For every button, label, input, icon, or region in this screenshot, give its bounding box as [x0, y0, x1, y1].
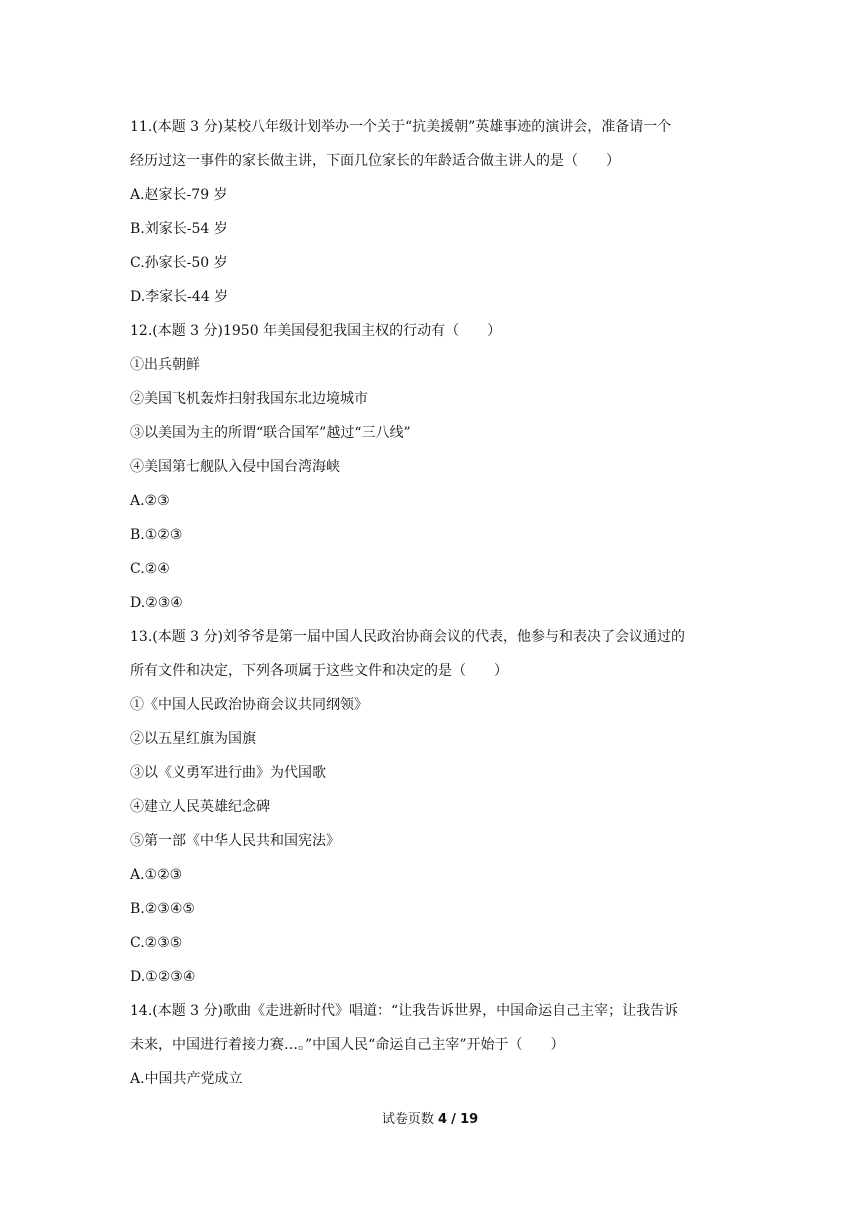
q13-stem-line2: 所有文件和决定，下列各项属于这些文件和决定的是（ ） — [130, 663, 508, 679]
q13-item-3: ③以《义勇军进行曲》为代国歌 — [130, 765, 326, 781]
q11-option-b: B.刘家长-54 岁 — [130, 221, 228, 237]
q13-item-1: ①《中国人民政治协商会议共同纲领》 — [130, 697, 368, 713]
q13-item-2: ②以五星红旗为国旗 — [130, 731, 256, 747]
q12-item-2: ②美国飞机轰炸扫射我国东北边境城市 — [130, 391, 368, 407]
footer-page-total: 19 — [460, 1112, 479, 1127]
question-content — [130, 110, 730, 1096]
q11-stem-line2: 经历过这一事件的家长做主讲，下面几位家长的年龄适合做主讲人的是（ ） — [130, 153, 620, 169]
q13-option-c: C.②③⑤ — [130, 935, 183, 951]
q11-option-a: A.赵家长-79 岁 — [130, 187, 228, 203]
q11-option-d: D.李家长-44 岁 — [130, 289, 229, 305]
q12-item-1: ①出兵朝鲜 — [130, 357, 200, 373]
q11-stem-line1: 11.(本题 3 分)某校八年级计划举办一个关于“抗美援朝”英雄事迹的演讲会，准备请一个 — [130, 119, 672, 135]
q12-stem: 12.(本题 3 分)1950 年美国侵犯我国主权的行动有（ ） — [130, 323, 502, 339]
q11-option-c: C.孙家长-50 岁 — [130, 255, 228, 271]
q13-item-4: ④建立人民英雄纪念碑 — [130, 799, 270, 815]
q14-option-a: A.中国共产党成立 — [130, 1071, 243, 1087]
page-footer — [0, 1108, 860, 1127]
footer-separator: / — [451, 1112, 456, 1127]
q14-stem-line1: 14.(本题 3 分)歌曲《走进新时代》唱道：“让我告诉世界，中国命运自己主宰；让我告诉 — [130, 1003, 679, 1019]
q12-option-b: B.①②③ — [130, 527, 183, 543]
q13-item-5: ⑤第一部《中华人民共和国宪法》 — [130, 833, 340, 849]
q13-option-a: A.①②③ — [130, 867, 183, 883]
q13-option-b: B.②③④⑤ — [130, 901, 195, 917]
q12-option-d: D.②③④ — [130, 595, 183, 611]
q13-option-d: D.①②③④ — [130, 969, 196, 985]
q12-item-4: ④美国第七舰队入侵中国台湾海峡 — [130, 459, 340, 475]
q12-option-c: C.②④ — [130, 561, 170, 577]
q13-stem-line1: 13.(本题 3 分)刘爷爷是第一届中国人民政治协商会议的代表，他参与和表决了会议通过的 — [130, 629, 685, 645]
q12-item-3: ③以美国为主的所谓“联合国军”越过“三八线” — [130, 425, 411, 441]
q14-stem-line2: 未来，中国进行着接力赛…。”中国人民“命运自己主宰”开始于（ ） — [130, 1037, 565, 1053]
footer-label: 试卷页数 — [381, 1112, 434, 1127]
q12-option-a: A.②③ — [130, 493, 170, 509]
footer-page-number: 4 — [437, 1112, 448, 1127]
